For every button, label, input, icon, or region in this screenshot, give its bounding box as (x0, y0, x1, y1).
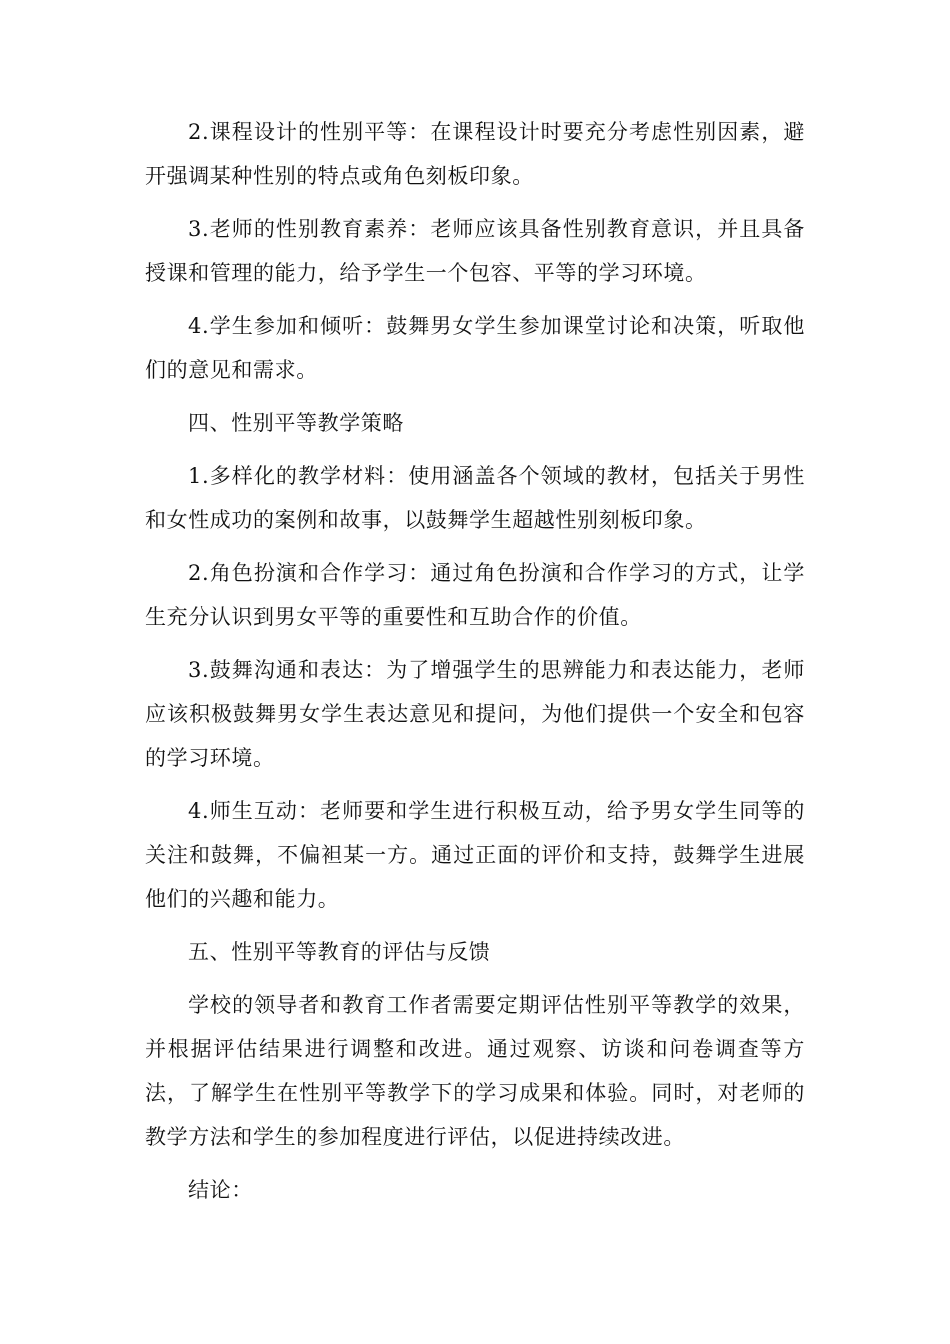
paragraph-communication: 3.鼓舞沟通和表达：为了增强学生的思辨能力和表达能力，老师应该积极鼓舞男女学生表达意见和提问，为他们提供一个安全和包容的学习环境。 (145, 658, 805, 770)
paragraph-course-design: 2.课程设计的性别平等：在课程设计时要充分考虑性别因素，避开强调某种性别的特点或角色刻板印象。 (145, 120, 805, 188)
paragraph-role-play: 2.角色扮演和合作学习：通过角色扮演和合作学习的方式，让学生充分认识到男女平等的重要性和互助合作的价值。 (145, 561, 805, 629)
paragraph-student-participation: 4.学生参加和倾听：鼓舞男女学生参加课堂讨论和决策，听取他们的意见和需求。 (145, 314, 805, 382)
section-heading-evaluation: 五、性别平等教育的评估与反馈 (188, 940, 491, 964)
paragraph-teacher-literacy: 3.老师的性别教育素养：老师应该具备性别教育意识，并且具备授课和管理的能力，给予学生一个包容、平等的学习环境。 (145, 217, 805, 285)
conclusion-heading: 结论： (188, 1178, 253, 1202)
section-heading-strategies: 四、性别平等教学策略 (188, 411, 404, 435)
paragraph-evaluation: 学校的领导者和教育工作者需要定期评估性别平等教学的效果，并根据评估结果进行调整和改进。通过观察、访谈和问卷调查等方法，了解学生在性别平等教学下的学习成果和体验。同时，对老师的教学方法和学生的参加程度进行评估，以促进持续改进。 (145, 993, 805, 1149)
paragraph-teaching-materials: 1.多样化的教学材料：使用涵盖各个领域的教材，包括关于男性和女性成功的案例和故事，以鼓舞学生超越性别刻板印象。 (145, 464, 805, 532)
document-body (145, 110, 805, 1221)
paragraph-interaction: 4.师生互动：老师要和学生进行积极互动，给予男女学生同等的关注和鼓舞，不偏袒某一方。通过正面的评价和支持，鼓舞学生进展他们的兴趣和能力。 (145, 799, 805, 911)
